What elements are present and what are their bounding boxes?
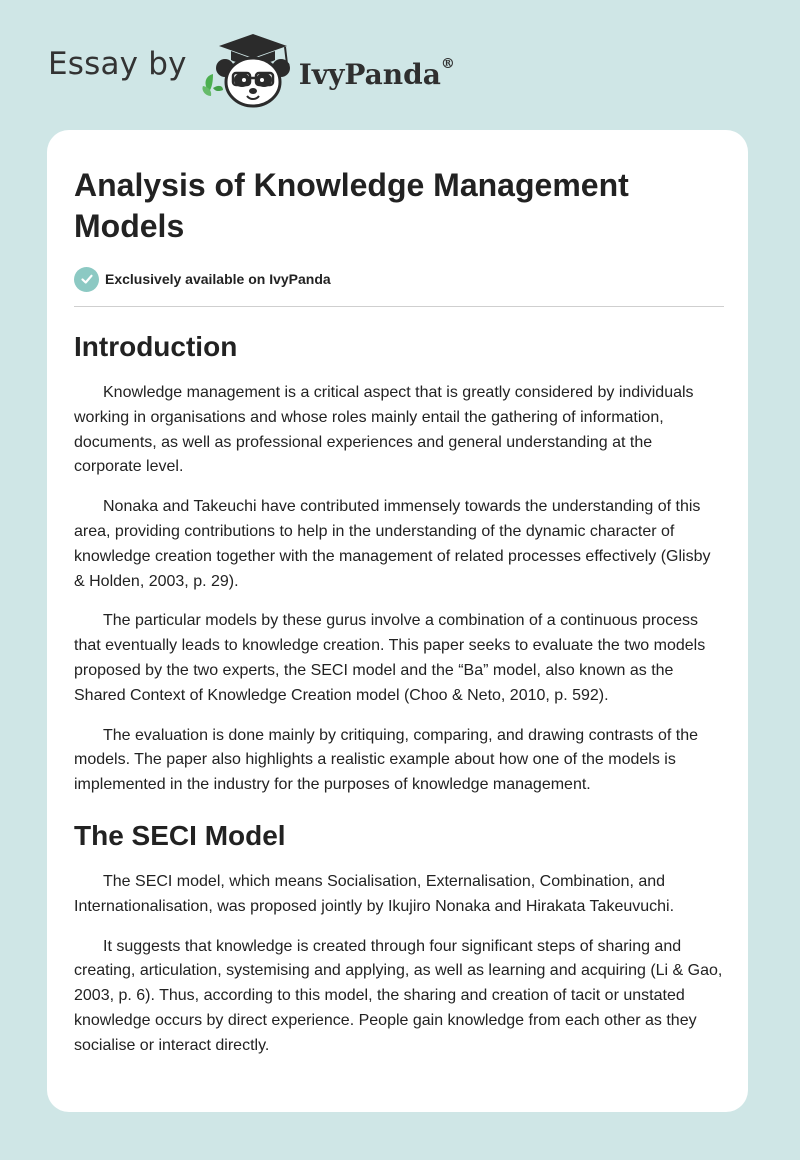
essay-content	[74, 130, 724, 1074]
section-heading: Introduction	[74, 331, 238, 362]
exclusive-badge	[74, 266, 724, 292]
title-divider	[74, 306, 724, 307]
paragraph: Nonaka and Takeuchi have contributed immensely towards the understanding of this area, providing contributions to help in the understanding of the dynamic character of knowledge creation together with the management of related processes effectively (Glisby & Holden, 2003, p. 29).	[74, 498, 711, 590]
paragraph: The evaluation is done mainly by critiquing, comparing, and drawing contrasts of the models. The paper also highlights a realistic example about how one of the models is implemented in the industry for the purposes of knowledge management.	[74, 726, 698, 794]
section-introduction	[74, 330, 724, 798]
registered-mark: ®	[440, 55, 455, 72]
paragraph: The SECI model, which means Socialisation, Externalisation, Combination, and Internationalisation, was proposed jointly by Ikujiro Nonaka and Hirakata Takeuvuchi.	[74, 872, 675, 915]
brand-name[interactable]	[298, 55, 455, 91]
check-circle-icon	[74, 267, 99, 292]
page-title: Analysis of Knowledge Management Models	[74, 167, 629, 244]
paragraph: It suggests that knowledge is created through four significant steps of sharing and creating, articulation, systemising and applying, as well as learning and acquiring (Li & Gao, 2003, p. 6). Thus, according to this model, the sharing and creation of tacit or unstated knowledge occurs by direct experience. People gain knowledge from each other as they socialise or interact directly.	[74, 937, 723, 1054]
paragraph: Knowledge management is a critical aspect that is greatly considered by individuals working in organisations and whose roles mainly entail the gathering of information, documents, as well as professional experiences and general understanding at the corporate level.	[74, 384, 694, 476]
paragraph: The particular models by these gurus involve a combination of a continuous process that eventually leads to knowledge creation. This paper seeks to evaluate the two models proposed by the two experts, the SECI model and the “Ba” model, also known as the Shared Context of Knowledge Creation model (Choo & Neto, 2010, p. 592).	[74, 612, 706, 704]
section-heading: The SECI Model	[74, 819, 286, 851]
essay-by-label: Essay by	[48, 46, 187, 82]
site-header	[48, 30, 455, 110]
brand-text: IvyPanda	[298, 57, 441, 91]
essay-card	[47, 130, 748, 1112]
section-seci-model	[74, 819, 724, 1059]
panda-logo-icon[interactable]	[201, 30, 295, 110]
exclusive-label: Exclusively available on IvyPanda	[105, 271, 331, 287]
